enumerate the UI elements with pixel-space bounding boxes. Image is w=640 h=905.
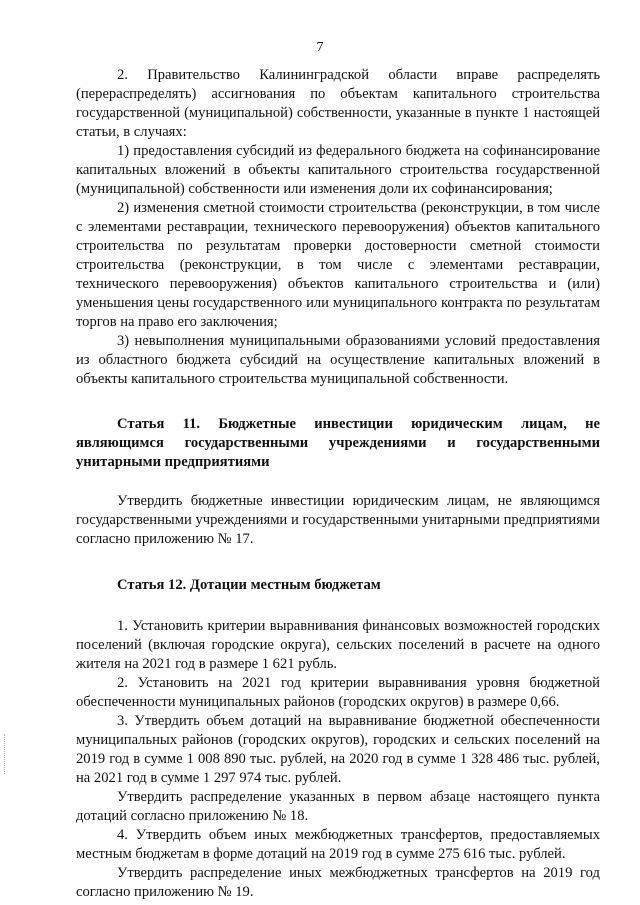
article-12-paragraph-4: 4. Утвердить объем иных межбюджетных трансфертов, предоставляемых местным бюджетам в форме дотаций на 2019 год в сумме 275 616 тыс. рублей. (76, 827, 600, 862)
page-number: 7 (316, 40, 324, 55)
article-12-paragraph-4b: Утвердить распределение иных межбюджетных трансфертов на 2019 год согласно приложению № 19. (76, 865, 600, 900)
article-12-heading: Статья 12. Дотации местным бюджетам (117, 577, 381, 593)
article-11-heading: Статья 11. Бюджетные инвестиции юридическим лицам, не являющимся государственными учреждениями и государственными унитарными предприятиями (76, 416, 600, 470)
article-12-paragraph-2: 2. Установить на 2021 год критерии выравнивания уровня бюджетной обеспеченности муниципальных районов (городских округов) в размере 0,66. (76, 675, 600, 710)
article-12-paragraph-1: 1. Установить критерии выравнивания финансовых возможностей городских поселений (включая городские округа), сельских поселений в расчете на одного жителя на 2021 год в размере 1 621 рубль. (76, 618, 600, 672)
paragraph-2: 2. Правительство Калининградской области вправе распределять (перераспределять) ассигнования по объектам капитального строительства государственной (муниципальной) собственности, указанные в пункте 1 настоящей статьи, в случаях: (76, 67, 600, 140)
article-12-paragraph-3: 3. Утвердить объем дотаций на выравнивание бюджетной обеспеченности муниципальных районов (городских округов), городских и сельских поселений на 2019 год в сумме 1 008 890 тыс. рублей, на 2020 год в сумме 1 328 486 тыс. рублей, на 2021 год в сумме 1 297 974 тыс. рублей. (76, 713, 600, 786)
scan-margin-mark (4, 734, 8, 774)
article-11-paragraph: Утвердить бюджетные инвестиции юридическим лицам, не являющимся государственными учреждениями и государственными унитарными предприятиями согласно приложению № 17. (76, 493, 600, 547)
article-12-paragraph-3b: Утвердить распределение указанных в первом абзаце настоящего пункта дотаций согласно приложению № 18. (76, 789, 600, 824)
list-item-2: 2) изменения сметной стоимости строительства (реконструкции, в том числе с элементами реставрации, технического перевооружения) объектов капитального строительства по результатам проверки достоверности сметной стоимости строительства (реконструкции, в том числе с элементами реставрации, технического перевооружения) объектов капитального строительства и (или) уменьшения цены государственного или муниципального контракта по результатам торгов на право его заключения; (76, 200, 600, 330)
list-item-1: 1) предоставления субсидий из федерального бюджета на софинансирование капитальных вложений в объекты капитального строительства государственной (муниципальной) собственности или изменения доли их софинансирования; (76, 143, 600, 197)
document-body (76, 66, 600, 902)
list-item-3: 3) невыполнения муниципальными образованиями условий предоставления из областного бюджета субсидий на осуществление капитальных вложений в объекты капитального строительства муниципальной собственности. (76, 333, 600, 387)
